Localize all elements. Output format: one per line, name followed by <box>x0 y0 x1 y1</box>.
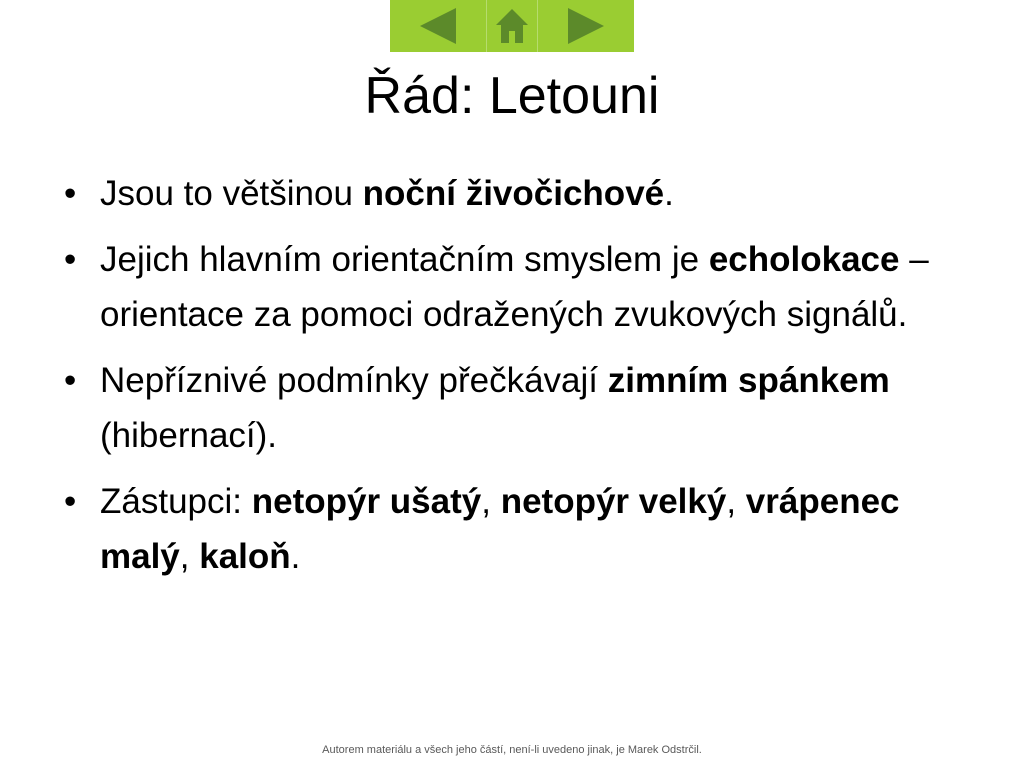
bullet-text: (hibernací). <box>100 416 278 455</box>
bullet-text: , <box>726 482 746 521</box>
bullet-item <box>60 232 960 342</box>
triangle-right-icon <box>564 6 608 46</box>
bullet-emphasis: zimním spánkem <box>607 361 890 400</box>
bullet-text: – orientace za pomoci odražených zvukových signálů. <box>100 240 929 334</box>
footer-credit: Autorem materiálu a všech jeho částí, není-li uvedeno jinak, je Marek Odstrčil. <box>322 744 702 756</box>
slide-title: Řád: Letouni <box>364 67 660 125</box>
bullet-text: Jejich hlavním orientačním smyslem je <box>100 240 709 279</box>
bullet-item <box>60 166 960 221</box>
navigation-bar <box>390 0 634 52</box>
bullet-emphasis: noční živočichové <box>362 174 665 213</box>
bullet-emphasis: netopýr ušatý <box>251 482 482 521</box>
next-slide-button[interactable] <box>538 0 634 52</box>
previous-slide-button[interactable] <box>390 0 486 52</box>
home-button[interactable] <box>486 0 538 52</box>
triangle-left-icon <box>416 6 460 46</box>
bullet-item <box>60 474 960 584</box>
bullet-emphasis: netopýr velký <box>500 482 727 521</box>
home-icon <box>494 7 530 45</box>
bullet-list <box>60 166 960 595</box>
bullet-emphasis: echolokace <box>708 240 900 279</box>
bullet-text: Jsou to většinou <box>100 174 363 213</box>
bullet-text: Nepříznivé podmínky přečkávají <box>100 361 608 400</box>
bullet-text: . <box>290 537 301 576</box>
bullet-emphasis: vrápenec malý <box>100 482 900 576</box>
bullet-item <box>60 353 960 463</box>
bullet-text: Zástupci: <box>100 482 252 521</box>
bullet-text: , <box>481 482 501 521</box>
bullet-text: , <box>179 537 200 576</box>
bullet-emphasis: kaloň <box>199 537 291 576</box>
bullet-text: . <box>664 174 674 213</box>
